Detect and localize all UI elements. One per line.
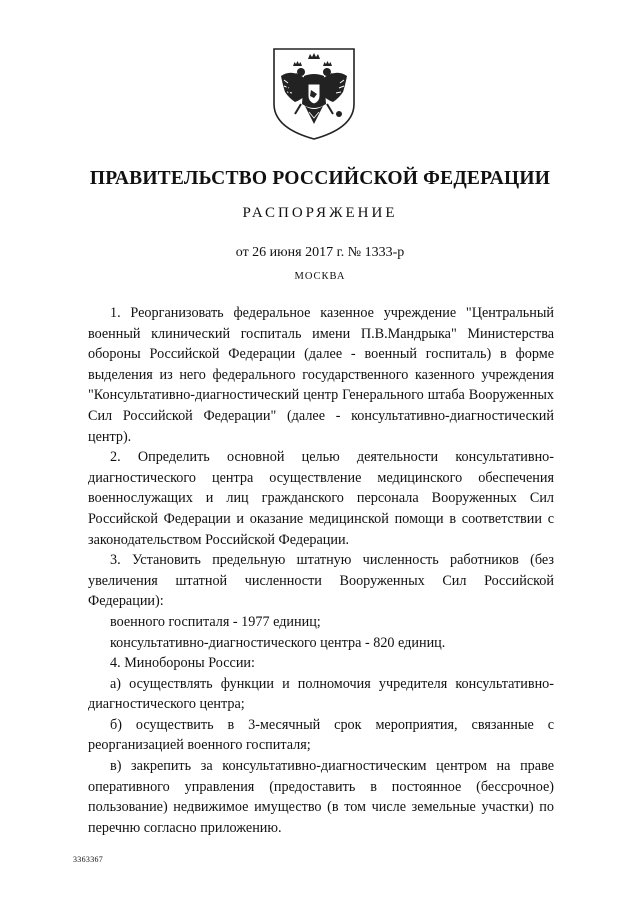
coat-of-arms-emblem [271, 46, 357, 142]
document-date-number: от 26 июня 2017 г. № 1333-р [235, 245, 405, 260]
paragraph-4-item-b: б) осуществить в 3-месячный срок мероприятия, связанные с реорганизацией военного госпиталя; [88, 716, 554, 754]
paragraph-2: 2. Определить основной целью деятельности консультативно-диагностического центра осуществление медицинского обеспечения военнослужащих и лиц гражданского персонала Вооруженных Сил Российской Федерации и оказание медицинской помощи в соответствии с законодательством Российской Федерации. [88, 449, 554, 548]
document-body [88, 303, 554, 838]
document-city: МОСКВА [294, 271, 346, 282]
paragraph-4-item-c: в) закрепить за консультативно-диагностическим центром на праве оперативного управления (предоставить в постоянное (бессрочное) пользование) недвижимое имущество (в том числе земельные участки) по перечню согласно приложению. [88, 758, 554, 836]
footer-document-code: 3363367 [73, 855, 104, 864]
paragraph-4-item-a: а) осуществлять функции и полномочия учредителя консультативно-диагностического центра; [88, 675, 554, 713]
paragraph-3-item-2: консультативно-диагностического центра - 820 единиц. [110, 634, 446, 651]
paragraph-3: 3. Установить предельную штатную численность работников (без увеличения штатной численности Вооруженных Сил Российской Федерации): [88, 552, 554, 610]
paragraph-4: 4. Минобороны России: [110, 655, 255, 672]
paragraph-3-item-1: военного госпиталя - 1977 единиц; [110, 613, 321, 630]
document-type: РАСПОРЯЖЕНИЕ [242, 205, 398, 221]
paragraph-1: 1. Реорганизовать федеральное казенное учреждение "Центральный военный клинический госпиталь имени П.В.Мандрыка" Министерства обороны Российской Федерации (далее - военный госпиталь) в форме выделения из него федерального государственного казенного учреждения "Консультативно-диагностический центр Генерального штаба Вооруженных Сил Российской Федерации" (далее - консультативно-диагностический центр). [88, 305, 554, 445]
government-title: ПРАВИТЕЛЬСТВО РОССИЙСКОЙ ФЕДЕРАЦИИ [89, 168, 551, 189]
